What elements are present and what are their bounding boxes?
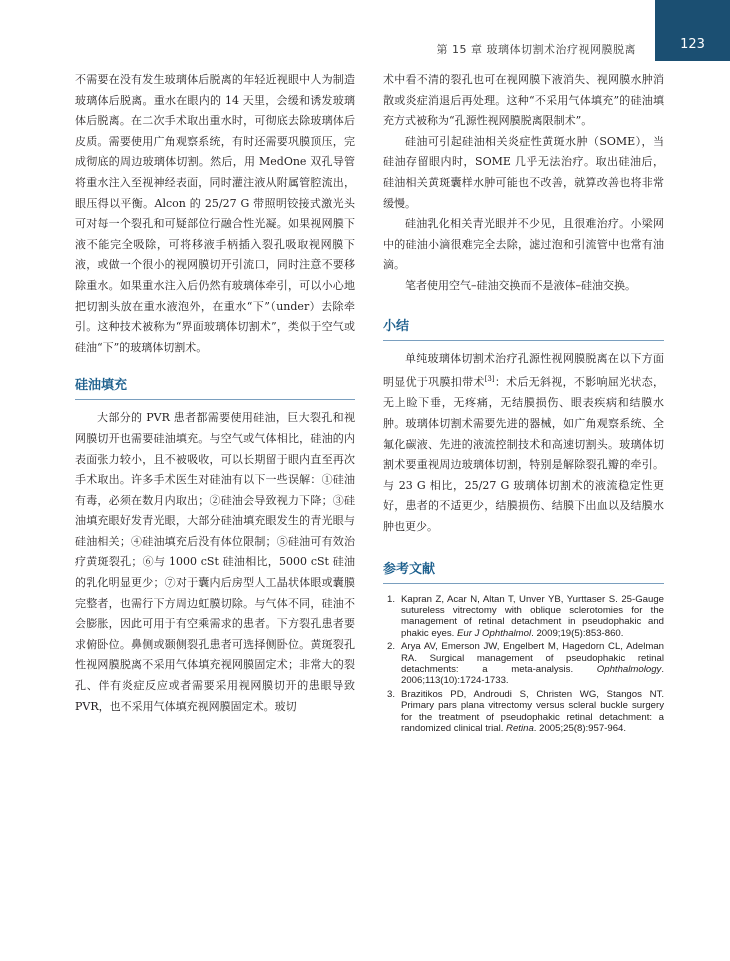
reference-number: 1.: [387, 593, 396, 605]
right-paragraph-3: 硅油乳化相关青光眼并不少见，且很难治疗。小梁网中的硅油小滴很难完全去除，滤过泡和引流管中也常有油滴。: [383, 217, 664, 272]
section-heading-references: 参考文献: [383, 558, 664, 584]
reference-journal: Retina: [506, 723, 534, 734]
reference-journal: Ophthalmology: [596, 663, 662, 675]
reference-tail: . 2005;25(8):957-964.: [533, 723, 627, 734]
right-paragraph-1: 术中看不清的裂孔也可在视网膜下液消失、视网膜水肿消散或炎症消退后再处理。这种“不采用气体填充”的硅油填充方式被称为“孔源性视网膜脱离限制术”。: [383, 73, 664, 128]
citation-marker: [3]: [484, 375, 495, 384]
reference-journal: Eur J Ophthalmol: [457, 627, 532, 639]
reference-number: 2.: [387, 641, 396, 653]
reference-text: Arya AV, Emerson JW, Engelbert M, Hagedorn CL, Adelman RA. Surgical management of pseudophakic retinal detachments: a meta-analysis.: [401, 641, 664, 675]
right-paragraph-4: 笔者使用空气–硅油交换而不是液体–硅油交换。: [405, 278, 636, 292]
page-number-tab: [655, 0, 730, 61]
reference-item: [383, 594, 664, 640]
right-paragraph-2: 硅油可引起硅油相关炎症性黄斑水肿（SOME），当硅油存留眼内时，SOME 几乎无法治疗。取出硅油后，硅油相关黄斑囊样水肿可能也不改善，就算改善也将非常缓慢。: [383, 134, 664, 210]
section-heading-summary: 小结: [383, 315, 664, 341]
reference-item: [383, 641, 664, 687]
chapter-title: 第 15 章 玻璃体切割术治疗视网膜脱离: [436, 43, 636, 56]
section-heading-silicone-oil: 硅油填充: [75, 374, 355, 400]
left-paragraph-2: 大部分的 PVR 患者都需要使用硅油，巨大裂孔和视网膜切开也需要硅油填充。与空气或气体相比，硅油的内表面张力较小，且不被吸收，可以长期留于眼内直至再次手术取出。许多手术医生对硅油有以下一些误解：①硅油有毒，必须在数月内取出；②硅油会导致视力下降；③硅油填充眼好发青光眼，大部分硅油填充眼发生的青光眼与硅油相关；④硅油填充后没有体位限制；⑤硅油可有效治疗黄斑裂孔；⑥与 1000 cSt 硅油相比，5000 cSt 硅油的乳化明显更少；⑦对于囊内后房型人工晶状体眼或囊膜完整者，也需行下方周边虹膜切除。与气体不同，硅油不会膨胀，因此可用于有空乘需求的患者。下方裂孔患者要求俯卧位。鼻侧或颞侧裂孔患者可选择侧卧位。黄斑裂孔性视网膜脱离不采用气体填充视网膜固定术；非常大的裂孔、伴有炎症反应或者需要采用视网膜切开的患眼导致 PVR，也不采用气体填充视网膜固定术。玻切: [75, 411, 355, 713]
reference-text: Kapran Z, Acar N, Altan T, Unver YB, Yurttaser S. 25-Gauge sutureless vitrectomy with oblique sclerotomies for the management of retinal detachment in pseudophakic and phakic eyes.: [401, 593, 664, 639]
summary-text-a: 单纯玻璃体切割术治疗孔源性视网膜脱离在以下方面明显优于巩膜扣带术: [383, 351, 664, 389]
summary-paragraph: [383, 349, 664, 538]
left-paragraph-1: 不需要在没有发生玻璃体后脱离的年轻近视眼中人为制造玻璃体后脱离。重水在眼内的 14 天里，会缓和诱发玻璃体后脱离。在二次手术取出重水时，可彻底去除玻璃体后皮质。需要使用广角观察系统，有时还需要巩膜顶压，完成彻底的周边玻璃体切割。然后，用 MedOne 双孔导管将重水注入至视神经表面，同时灌注液从附属管腔流出，眼压得以平衡。Alcon 的 25/27 G 带照明铰接式激光头可对每一个裂孔和可疑部位行融合性光凝。如果视网膜下液不能完全吸除，可将移液手柄插入裂孔吸取视网膜下液，或做一个很小的视网膜切开引流口，同时注意不要移除重水。如果重水注入后仍然有玻璃体牵引，可以小心地把切割头放在重水液泡外，在重水“下”（under）去除牵引。这种技术被称为“界面玻璃体切割术”，类似于空气或硅油“下”的玻璃体切割术。: [75, 73, 355, 354]
reference-tail: . 2009;19(5):853-860.: [531, 627, 624, 639]
reference-tail: . 2006;113(10):1724-1733.: [401, 663, 664, 687]
reference-text: Brazitikos PD, Androudi S, Christen WG, Stangos NT. Primary pars plana vitrectomy versus scleral buckle surgery for the treatment of pseudophakic retinal detachment: a randomized clinical trial.: [401, 688, 664, 734]
reference-list: [383, 594, 664, 735]
left-column: [75, 70, 355, 717]
reference-item: [383, 689, 664, 735]
right-column: [383, 70, 664, 736]
summary-text-b: ：术后无斜视，不影响屈光状态，无上睑下垂，无疼痛，无结膜损伤、眼表疾病和结膜水肿。玻璃体切割术需要先进的器械，如广角观察系统、全氟化碳液、先进的液流控制技术和高速切割头。玻璃体切割术要重视周边玻璃体切割，特别是解除裂孔瓣的牵引。与 23 G 相比，25/27 G 玻璃体切割术的液流稳定性更好，患者的不适更少，结膜损伤、结膜下出血以及结膜水肿也更少。: [383, 375, 665, 533]
page-number: 123: [680, 37, 705, 52]
reference-number: 3.: [387, 688, 396, 700]
